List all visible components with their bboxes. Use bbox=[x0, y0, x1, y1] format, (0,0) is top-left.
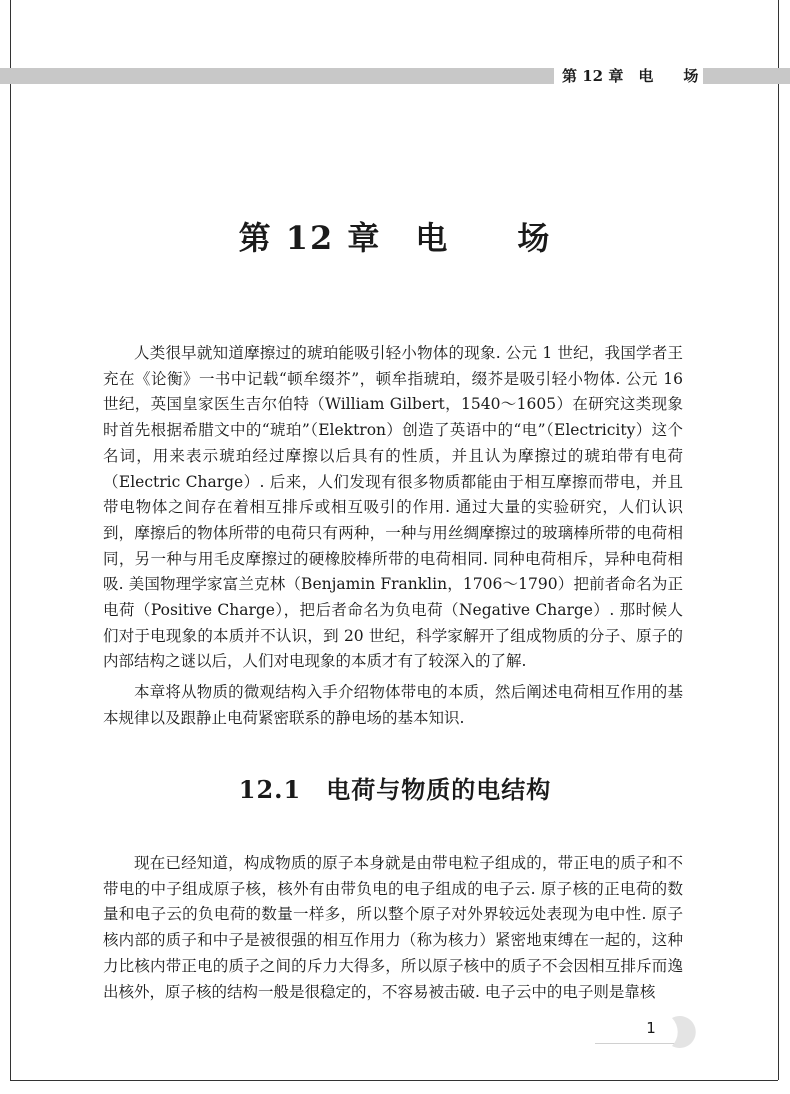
header-bar-end bbox=[703, 68, 790, 84]
paragraph-text: 本章将从物质的微观结构入手介绍物体带电的本质，然后阐述电荷相互作用的基本规律以及跟静止电荷紧密联系的静电场的基本知识. bbox=[103, 683, 683, 727]
page-frame-left bbox=[10, 0, 11, 1080]
paragraph-text: 人类很早就知道摩擦过的琥珀能吸引轻小物体的现象. 公元 1 世纪，我国学者王充在《论衡》一书中记载“顿牟缀芥”，顿牟指琥珀，缀芥是吸引轻小物体. 公元 16 世纪，英国皇家医生吉尔伯特（William Gilbert，1540～1605）在研究这类现象时首先根据希腊文中的“琥珀”（Elektron）创造了英语中的“电”（Electricity）这个名词，用来表示琥珀经过摩擦以后具有的性质，并且认为摩擦过的琥珀带有电荷（Electric Charge）. 后来，人们发现有很多物质都能由于相互摩擦而带电，并且带电物体之间存在着相互排斥或相互吸引的作用. 通过大量的实验研究，人们认识到，摩擦后的物体所带的电荷只有两种，一种与用丝绸摩擦过的玻璃棒所带的电荷相同，另一种与用毛皮摩擦过的硬橡胶棒所带的电荷相同. 同种电荷相斥，异种电荷相吸. 美国物理学家富兰克林（Benjamin Franklin，1706～1790）把前者命名为正电荷（Positive Charge），把后者命名为负电荷（Negative Charge）. 那时候人们对于电现象的本质并不认识，到 20 世纪，科学家解开了组成物质的分子、原子的内部结构之谜以后，人们对电现象的本质才有了较深入的了解. bbox=[103, 344, 683, 671]
page-frame-right bbox=[778, 0, 779, 1080]
intro-paragraph-2 bbox=[103, 680, 683, 731]
page-number: 1 bbox=[646, 1019, 656, 1037]
running-header: 第 12 章 电 场 bbox=[562, 67, 699, 85]
page-corner-ornament-icon bbox=[664, 1014, 700, 1050]
chapter-title: 第 12 章 电 场 bbox=[238, 219, 552, 257]
section-title: 12.1 电荷与物质的电结构 bbox=[238, 775, 552, 804]
intro-paragraph-1 bbox=[103, 341, 683, 675]
section-paragraph-1 bbox=[103, 851, 683, 1005]
paragraph-text: 现在已经知道，构成物质的原子本身就是由带电粒子组成的，带正电的质子和不带电的中子组成原子核，核外有由带负电的电子组成的电子云. 原子核的正电荷的数量和电子云的负电荷的数量一样多，所以整个原子对外界较远处表现为电中性. 原子核内部的质子和中子是被很强的相互作用力（称为核力）紧密地束缚在一起的，这种力比核内带正电的质子之间的斥力大得多，所以原子核中的质子不会因相互排斥而逸出核外，原子核的结构一般是很稳定的，不容易被击破. 电子云中的电子则是靠核 bbox=[103, 854, 683, 1001]
page-frame-bottom bbox=[10, 1080, 778, 1081]
header-bar bbox=[0, 68, 554, 84]
